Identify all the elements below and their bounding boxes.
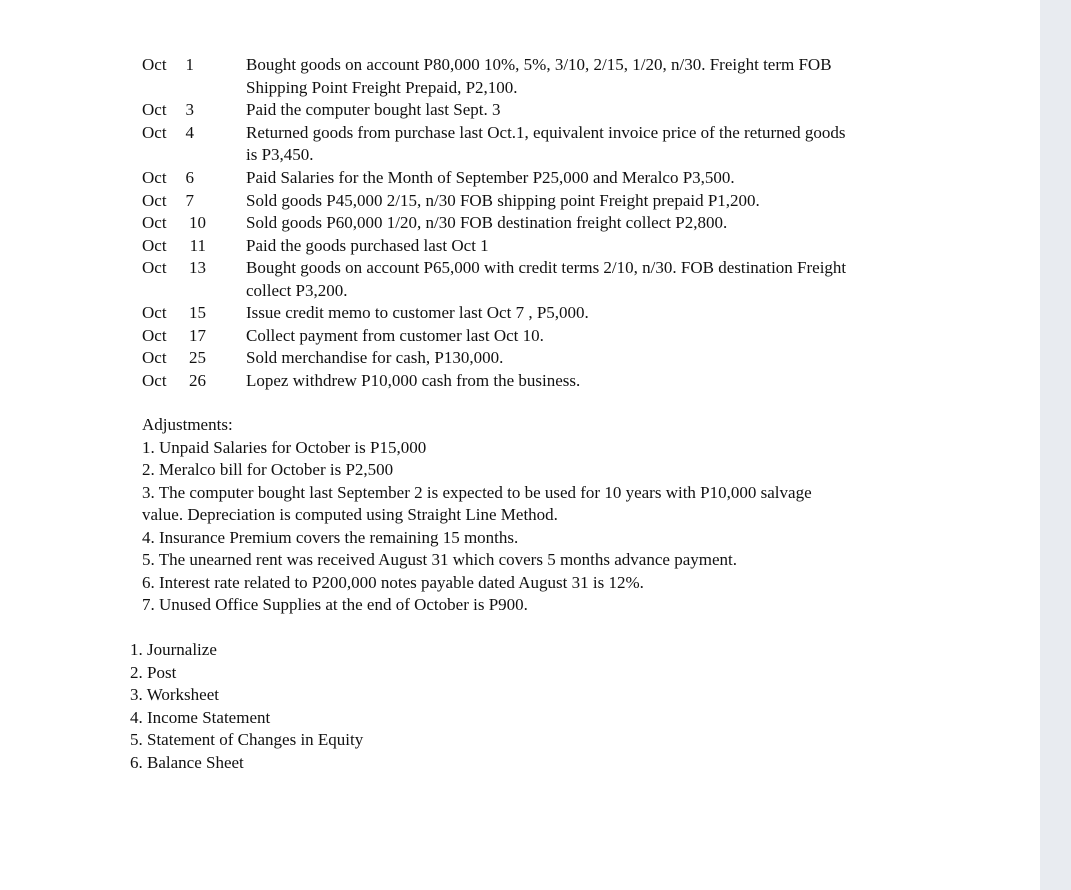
transaction-month: Oct [142,348,167,367]
transaction-line: Sold goods P60,000 1/20, n/30 FOB destination freight collect P2,800. [246,213,728,232]
transaction-line: Issue credit memo to customer last Oct 7 , P5,000. [246,303,589,322]
transaction-line: Paid the computer bought last Sept. 3 [246,100,501,119]
transaction-line: Shipping Point Freight Prepaid, P2,100. [246,77,518,97]
adjustments-heading: Adjustments: [142,415,233,434]
transaction-day: 26 [189,370,206,390]
transaction-day: 3 [185,100,194,119]
transaction-day: 11 [189,235,206,255]
transaction-line: Sold merchandise for cash, P130,000. [246,348,504,367]
transaction-line: collect P3,200. [246,280,348,300]
side-gutter [1040,0,1071,890]
transaction-line: Sold goods P45,000 2/15, n/30 FOB shipping point Freight prepaid P1,200. [246,190,760,210]
transaction-line: Returned goods from purchase last Oct.1, equivalent invoice price of the returned goods [246,122,846,142]
transaction-day: 10 [189,213,206,232]
requirement-item: 1. Journalize [130,640,217,659]
transaction-day: 4 [185,122,194,142]
transaction-month: Oct [142,235,167,255]
transaction-day: 17 [189,325,206,345]
transaction-line: Bought goods on account P65,000 with credit terms 2/10, n/30. FOB destination Freight [246,258,847,277]
adjustment-item: 2. Meralco bill for October is P2,500 [142,460,394,479]
transaction-month: Oct [142,55,167,74]
transaction-month: Oct [142,122,167,142]
transaction-line: Paid the goods purchased last Oct 1 [246,235,489,255]
transaction-month: Oct [142,370,167,390]
transaction-month: Oct [142,213,167,232]
adjustment-item: 5. The unearned rent was received August 31 which covers 5 months advance payment. [142,550,737,569]
transaction-line: Bought goods on account P80,000 10%, 5%, 3/10, 2/15, 1/20, n/30. Freight term FOB [246,55,832,74]
transaction-line: Paid Salaries for the Month of September P25,000 and Meralco P3,500. [246,168,735,187]
transaction-month: Oct [142,303,167,322]
transaction-month: Oct [142,190,167,210]
transaction-month: Oct [142,168,167,187]
transaction-day: 25 [189,348,206,367]
transaction-month: Oct [142,325,167,345]
requirement-item: 6. Balance Sheet [130,752,244,772]
transaction-line: Collect payment from customer last Oct 10. [246,325,544,345]
adjustment-item: 7. Unused Office Supplies at the end of October is P900. [142,595,528,614]
transaction-line: is P3,450. [246,145,314,164]
transaction-day: 15 [189,303,206,322]
adjustment-item: 4. Insurance Premium covers the remaining 15 months. [142,527,519,547]
transaction-month: Oct [142,100,167,119]
transaction-month: Oct [142,258,167,277]
transaction-day: 1 [185,55,194,74]
requirement-item: 3. Worksheet [130,685,219,704]
transaction-day: 13 [189,258,206,277]
requirement-item: 4. Income Statement [130,707,271,727]
adjustment-item: 3. The computer bought last September 2 is expected to be used for 10 years with P10,000 salvage [142,482,812,502]
transaction-day: 7 [185,190,194,210]
adjustment-item: 1. Unpaid Salaries for October is P15,000 [142,437,427,457]
adjustment-item: value. Depreciation is computed using Straight Line Method. [142,505,558,524]
transaction-line: Lopez withdrew P10,000 cash from the business. [246,370,581,390]
requirement-item: 5. Statement of Changes in Equity [130,730,364,749]
requirement-item: 2. Post [130,662,177,682]
transaction-day: 6 [185,168,194,187]
adjustment-item: 6. Interest rate related to P200,000 notes payable dated August 31 is 12%. [142,572,644,592]
